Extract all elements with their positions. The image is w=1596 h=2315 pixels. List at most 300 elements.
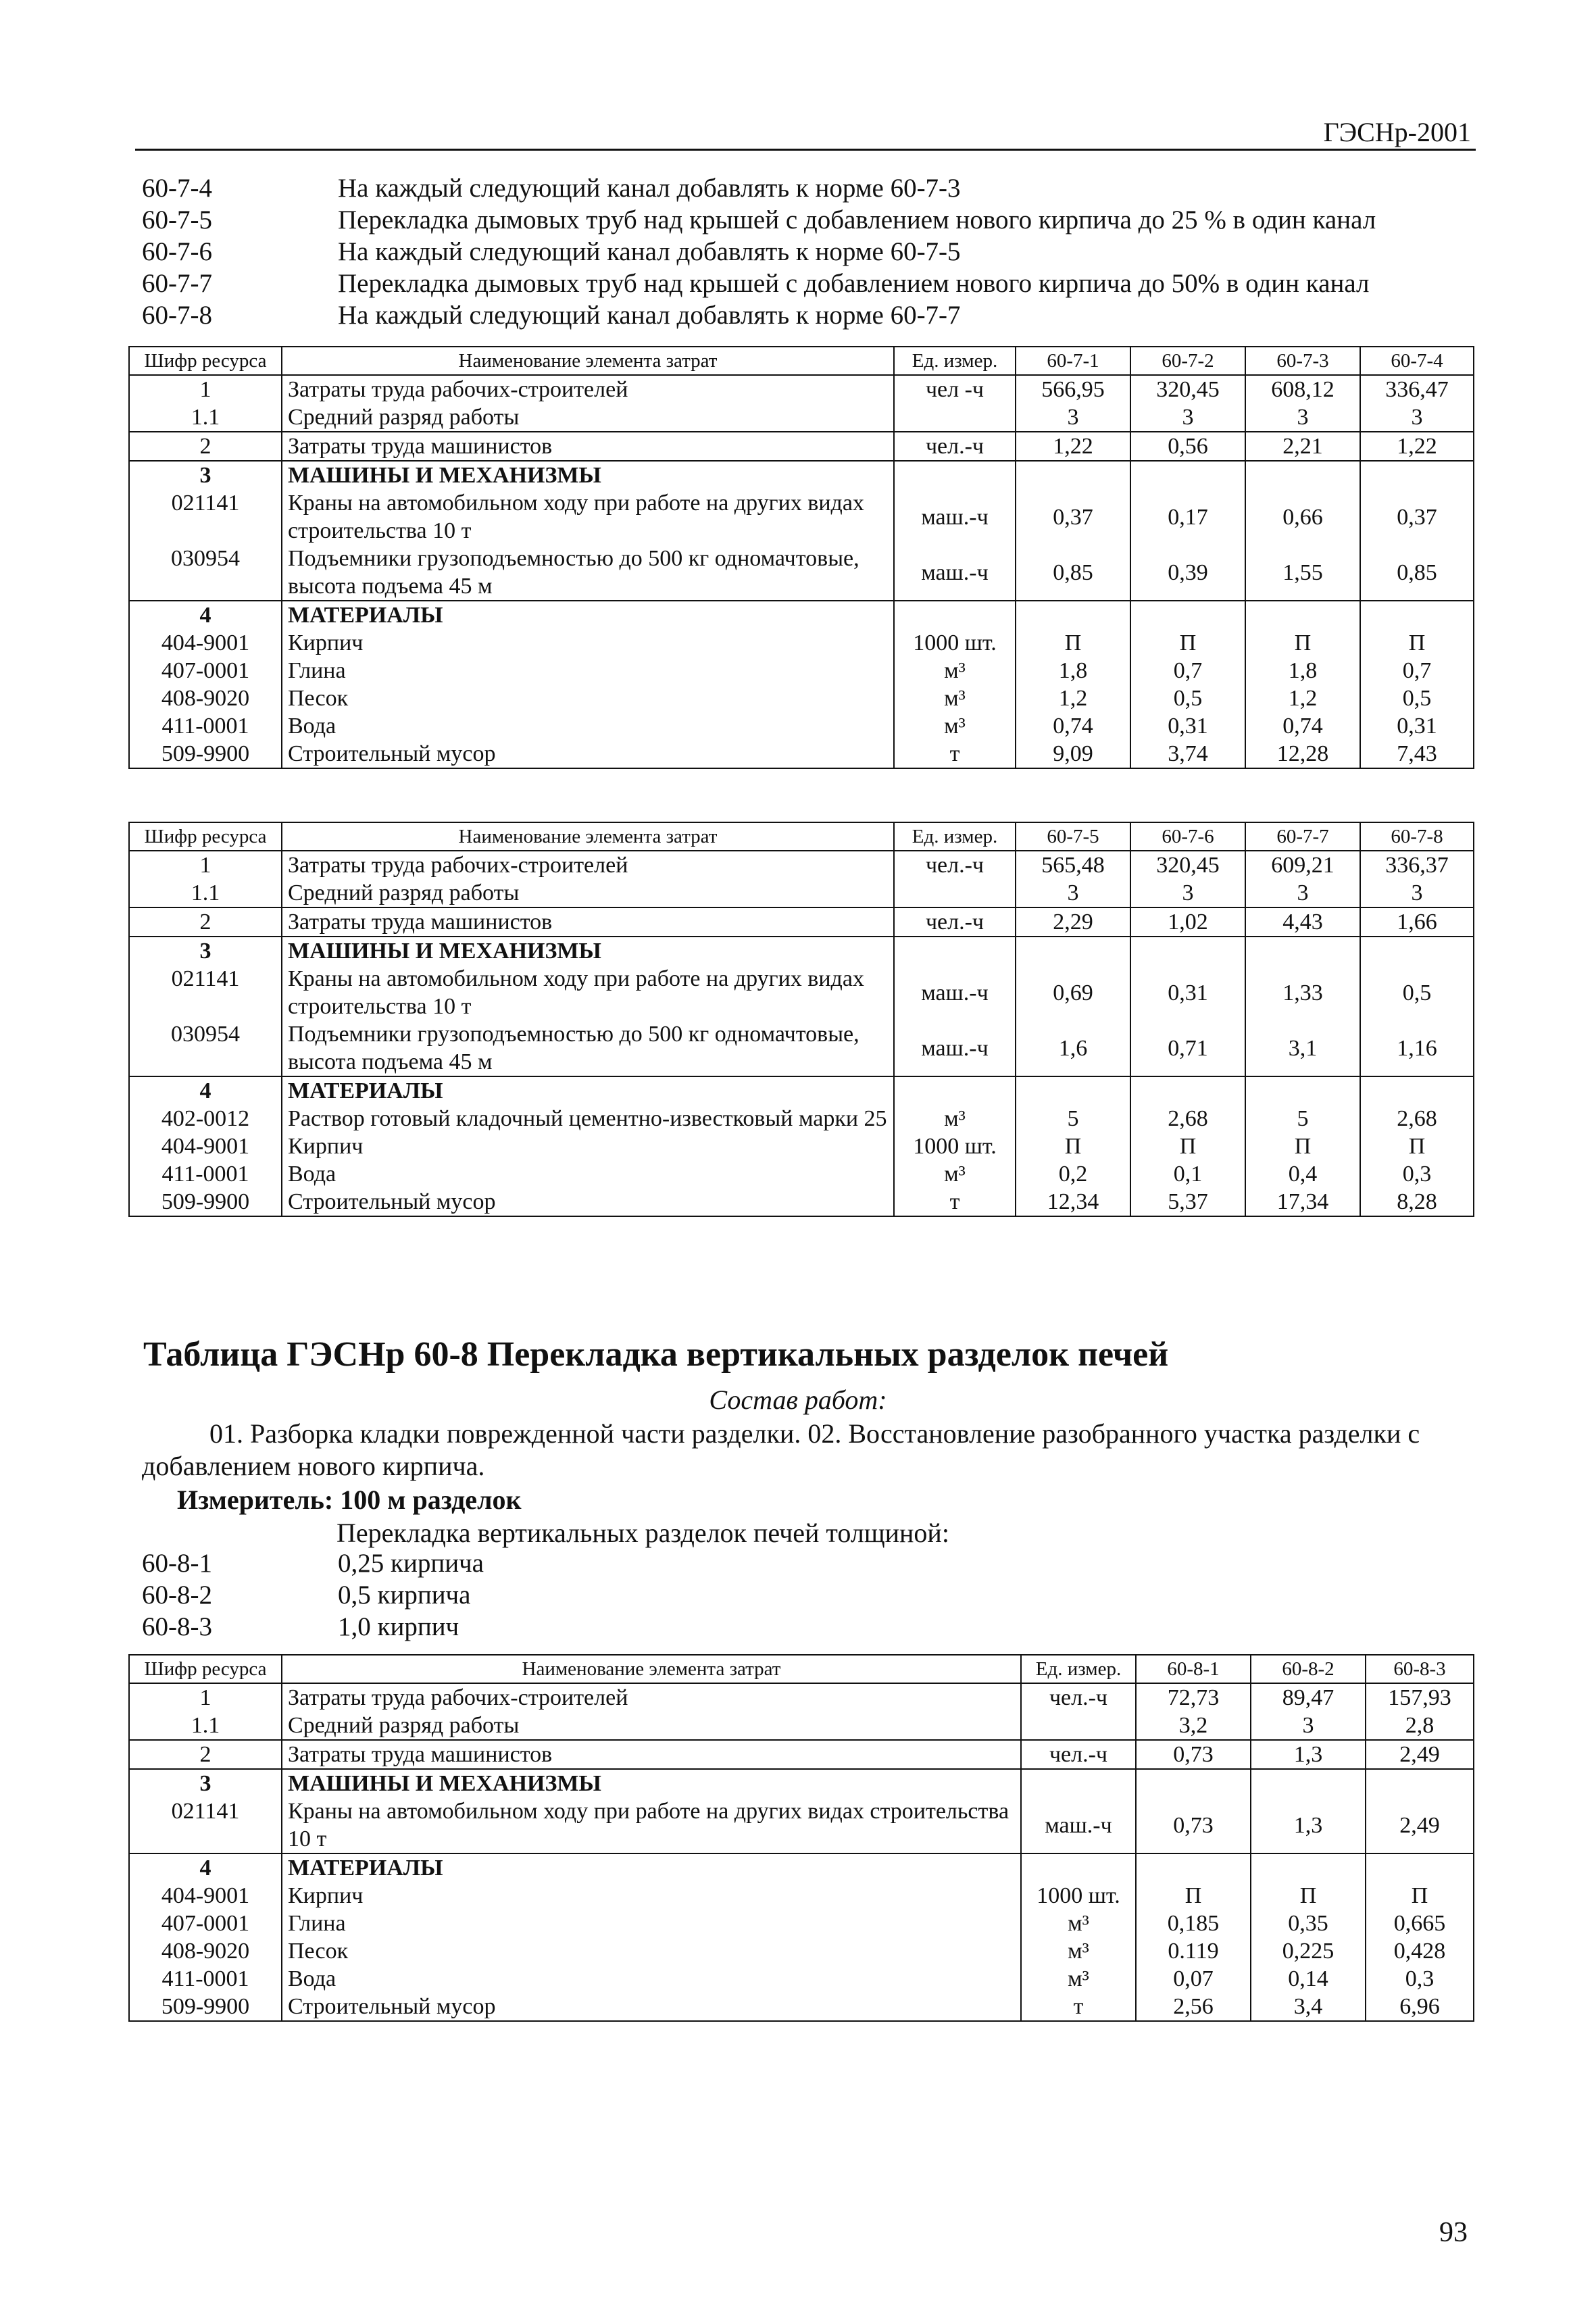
- table-header-row: [129, 822, 1474, 851]
- norm-value: 1,33: [1245, 965, 1360, 1020]
- unit-of-measure: маш.-ч: [894, 1020, 1016, 1076]
- resource-code: 1.1: [129, 403, 282, 432]
- norm-value: [1016, 601, 1130, 629]
- norm-value: 565,48: [1016, 851, 1130, 879]
- norm-value: 0,35: [1251, 1910, 1366, 1937]
- table-row: [129, 1882, 1474, 1910]
- unit-of-measure: [894, 601, 1016, 629]
- table-row: [129, 1965, 1474, 1993]
- table-row: [129, 965, 1474, 1020]
- norm-value: [1360, 1076, 1474, 1105]
- cost-element-name: Затраты труда рабочих-строителей: [282, 851, 894, 879]
- resource-code: 407-0001: [129, 657, 282, 684]
- resource-code: 509-9900: [129, 740, 282, 768]
- unit-of-measure: м³: [894, 1160, 1016, 1188]
- unit-of-measure: маш.-ч: [894, 545, 1016, 601]
- norm-value: 2,29: [1016, 907, 1130, 937]
- resource-code: 021141: [129, 1797, 282, 1853]
- norm-description: На каждый следующий канал добавлять к норме 60-7-7: [338, 301, 961, 330]
- table-row: [129, 1740, 1474, 1769]
- norm-value: [1130, 1076, 1245, 1105]
- column-header: 60-7-4: [1360, 347, 1474, 375]
- norm-value: П: [1245, 1132, 1360, 1160]
- norm-value: 1,66: [1360, 907, 1474, 937]
- norm-value: 5,37: [1130, 1188, 1245, 1216]
- resource-table-60-7-1: [128, 346, 1474, 769]
- table-row: [129, 1076, 1474, 1105]
- norm-value: 12,34: [1016, 1188, 1130, 1216]
- unit-of-measure: т: [894, 740, 1016, 768]
- cost-element-name: Строительный мусор: [282, 1188, 894, 1216]
- norm-value: [1360, 937, 1474, 965]
- unit-of-measure: маш.-ч: [894, 489, 1016, 545]
- resource-code: 030954: [129, 1020, 282, 1076]
- cost-element-name: Кирпич: [282, 1132, 894, 1160]
- norm-code: 60-7-8: [142, 301, 212, 330]
- cost-element-name: Глина: [282, 1910, 1021, 1937]
- norm-value: 3: [1360, 403, 1474, 432]
- norm-value: 0.119: [1136, 1937, 1251, 1965]
- norm-value: 2,68: [1130, 1105, 1245, 1132]
- norm-value: 1,22: [1016, 432, 1130, 461]
- norm-value: 0,71: [1130, 1020, 1245, 1076]
- cost-element-name: МАШИНЫ И МЕХАНИЗМЫ: [282, 461, 894, 489]
- norm-value: П: [1251, 1882, 1366, 1910]
- norm-value: 1,2: [1245, 684, 1360, 712]
- norm-value: 1,8: [1245, 657, 1360, 684]
- norm-value: 1,8: [1016, 657, 1130, 684]
- code-list-item: [142, 299, 1376, 331]
- norm-value: [1366, 1769, 1474, 1797]
- table-header-row: [129, 347, 1474, 375]
- cost-element-name: Раствор готовый кладочный цементно-известковый марки 25: [282, 1105, 894, 1132]
- unit-of-measure: м³: [894, 1105, 1016, 1132]
- norm-value: 320,45: [1130, 375, 1245, 403]
- norm-value: 0,39: [1130, 545, 1245, 601]
- cost-element-name: Средний разряд работы: [282, 1712, 1021, 1740]
- column-header: 60-7-1: [1016, 347, 1130, 375]
- unit-of-measure: [894, 879, 1016, 907]
- unit-of-measure: [894, 461, 1016, 489]
- unit-of-measure: м³: [894, 684, 1016, 712]
- resource-code: 2: [129, 907, 282, 937]
- norm-value: 17,34: [1245, 1188, 1360, 1216]
- table-row: [129, 740, 1474, 768]
- norm-value: [1251, 1769, 1366, 1797]
- code-list-item: [142, 204, 1376, 236]
- resource-code: 404-9001: [129, 1132, 282, 1160]
- norm-value: 609,21: [1245, 851, 1360, 879]
- cost-element-name: МАТЕРИАЛЫ: [282, 1076, 894, 1105]
- resource-code: 2: [129, 432, 282, 461]
- norm-value: 0,2: [1016, 1160, 1130, 1188]
- unit-of-measure: м³: [894, 712, 1016, 740]
- norm-value: 0,69: [1016, 965, 1130, 1020]
- code-list-item: [142, 1547, 484, 1579]
- table-row: [129, 403, 1474, 432]
- norm-description: 0,25 кирпича: [338, 1549, 484, 1578]
- table-row: [129, 545, 1474, 601]
- norm-value: 0,17: [1130, 489, 1245, 545]
- norm-code: 60-8-1: [142, 1549, 212, 1578]
- resource-code: 1.1: [129, 879, 282, 907]
- norm-value: 8,28: [1360, 1188, 1474, 1216]
- norm-value: 1,55: [1245, 545, 1360, 601]
- resource-code: 2: [129, 1740, 282, 1769]
- norm-value: 2,8: [1366, 1712, 1474, 1740]
- column-header: Ед. измер.: [1021, 1655, 1136, 1683]
- resource-code: 030954: [129, 545, 282, 601]
- norm-value: 0,85: [1016, 545, 1130, 601]
- table-row: [129, 1105, 1474, 1132]
- unit-of-measure: чел.-ч: [894, 432, 1016, 461]
- norm-value: 0,74: [1245, 712, 1360, 740]
- norm-value: П: [1360, 629, 1474, 657]
- unit-of-measure: м³: [1021, 1965, 1136, 1993]
- resource-code: 1.1: [129, 1712, 282, 1740]
- code-list-60-7: [142, 172, 1376, 331]
- norm-value: [1130, 461, 1245, 489]
- cost-element-name: Вода: [282, 1965, 1021, 1993]
- norm-value: 89,47: [1251, 1683, 1366, 1712]
- norm-value: 1,3: [1251, 1797, 1366, 1853]
- norm-value: 9,09: [1016, 740, 1130, 768]
- table-row: [129, 1132, 1474, 1160]
- code-list-item: [142, 1579, 484, 1611]
- unit-of-measure: т: [1021, 1993, 1136, 2021]
- cost-element-name: Средний разряд работы: [282, 879, 894, 907]
- cost-element-name: Краны на автомобильном ходу при работе на других видах строительства 10 т: [282, 1797, 1021, 1853]
- norm-value: 336,47: [1360, 375, 1474, 403]
- norm-value: [1366, 1853, 1474, 1882]
- norm-value: 0,5: [1360, 684, 1474, 712]
- table-row: [129, 432, 1474, 461]
- section-title: Таблица ГЭСНр 60-8 Перекладка вертикальных разделок печей: [143, 1335, 1169, 1374]
- code-list-item: [142, 268, 1376, 299]
- table-row: [129, 601, 1474, 629]
- norm-value: 336,37: [1360, 851, 1474, 879]
- unit-of-measure: чел.-ч: [1021, 1683, 1136, 1712]
- resource-code: 021141: [129, 489, 282, 545]
- work-composition-heading: Состав работ:: [709, 1385, 887, 1415]
- norm-value: 3: [1130, 403, 1245, 432]
- norm-code: 60-7-5: [142, 205, 212, 234]
- table-row: [129, 1853, 1474, 1882]
- table-row: [129, 461, 1474, 489]
- header-title: ГЭСНр-2001: [1323, 117, 1471, 147]
- measure-unit: Измеритель: 100 м разделок: [177, 1485, 522, 1515]
- cost-element-name: Глина: [282, 657, 894, 684]
- norm-value: 0,85: [1360, 545, 1474, 601]
- norm-value: 0,7: [1130, 657, 1245, 684]
- norm-value: 0,5: [1360, 965, 1474, 1020]
- resource-code: 411-0001: [129, 712, 282, 740]
- norm-value: П: [1245, 629, 1360, 657]
- norm-value: П: [1016, 629, 1130, 657]
- resource-code: 4: [129, 601, 282, 629]
- unit-of-measure: чел -ч: [894, 375, 1016, 403]
- norm-description: На каждый следующий канал добавлять к норме 60-7-5: [338, 237, 961, 266]
- resource-code: 3: [129, 461, 282, 489]
- column-header: 60-7-6: [1130, 822, 1245, 851]
- norm-value: 3: [1130, 879, 1245, 907]
- resource-code: 411-0001: [129, 1160, 282, 1188]
- table-row: [129, 684, 1474, 712]
- resource-code: 4: [129, 1853, 282, 1882]
- norm-value: 2,49: [1366, 1740, 1474, 1769]
- norm-value: 3,2: [1136, 1712, 1251, 1740]
- column-header: 60-7-3: [1245, 347, 1360, 375]
- norm-value: 3: [1245, 879, 1360, 907]
- table-row: [129, 1188, 1474, 1216]
- cost-element-name: Песок: [282, 684, 894, 712]
- norm-value: 0,73: [1136, 1797, 1251, 1853]
- resource-code: 1: [129, 1683, 282, 1712]
- norm-description: Перекладка дымовых труб над крышей с добавлением нового кирпича до 50% в один канал: [338, 269, 1370, 298]
- norm-value: 2,49: [1366, 1797, 1474, 1853]
- cost-element-name: Затраты труда машинистов: [282, 907, 894, 937]
- unit-of-measure: маш.-ч: [1021, 1797, 1136, 1853]
- table-row: [129, 1712, 1474, 1740]
- norm-value: 1,16: [1360, 1020, 1474, 1076]
- resource-code: 1: [129, 851, 282, 879]
- norm-value: 5: [1016, 1105, 1130, 1132]
- norm-value: 3: [1251, 1712, 1366, 1740]
- unit-of-measure: 1000 шт.: [894, 629, 1016, 657]
- cost-element-name: Песок: [282, 1937, 1021, 1965]
- unit-of-measure: [1021, 1769, 1136, 1797]
- norm-value: [1136, 1853, 1251, 1882]
- norm-value: 1,3: [1251, 1740, 1366, 1769]
- norm-code: 60-7-6: [142, 237, 212, 266]
- norm-value: [1360, 601, 1474, 629]
- column-header: 60-7-8: [1360, 822, 1474, 851]
- resource-code: 404-9001: [129, 629, 282, 657]
- norm-value: 3: [1016, 879, 1130, 907]
- resource-code: 4: [129, 1076, 282, 1105]
- norm-value: 0,07: [1136, 1965, 1251, 1993]
- cost-element-name: МАШИНЫ И МЕХАНИЗМЫ: [282, 1769, 1021, 1797]
- cost-element-name: Вода: [282, 1160, 894, 1188]
- norm-value: 4,43: [1245, 907, 1360, 937]
- norm-value: 2,68: [1360, 1105, 1474, 1132]
- resource-code: 408-9020: [129, 684, 282, 712]
- unit-of-measure: [1021, 1853, 1136, 1882]
- column-header: 60-7-2: [1130, 347, 1245, 375]
- work-composition-text: 01. Разборка кладки поврежденной части разделки. 02. Восстановление разобранного участка разделки с добавлением нового кирпича.: [142, 1418, 1420, 1481]
- cost-element-name: Затраты труда рабочих-строителей: [282, 1683, 1021, 1712]
- norm-value: 0,37: [1360, 489, 1474, 545]
- unit-of-measure: чел.-ч: [894, 851, 1016, 879]
- column-header: 60-8-3: [1366, 1655, 1474, 1683]
- norm-description: На каждый следующий канал добавлять к норме 60-7-3: [338, 174, 961, 203]
- cost-element-name: Средний разряд работы: [282, 403, 894, 432]
- norm-value: 0,5: [1130, 684, 1245, 712]
- norm-value: 0,31: [1130, 712, 1245, 740]
- resource-code: 509-9900: [129, 1188, 282, 1216]
- table-header-row: [129, 1655, 1474, 1683]
- norm-value: П: [1016, 1132, 1130, 1160]
- column-header: 60-7-5: [1016, 822, 1130, 851]
- code-list-item: [142, 236, 1376, 268]
- table-row: [129, 1910, 1474, 1937]
- resource-code: 408-9020: [129, 1937, 282, 1965]
- table-row: [129, 1020, 1474, 1076]
- norm-value: 12,28: [1245, 740, 1360, 768]
- cost-element-name: МАШИНЫ И МЕХАНИЗМЫ: [282, 937, 894, 965]
- norm-description: 1,0 кирпич: [338, 1612, 459, 1641]
- cost-element-name: Подъемники грузоподъемностью до 500 кг одномачтовые, высота подъема 45 м: [282, 545, 894, 601]
- norm-value: 0,4: [1245, 1160, 1360, 1188]
- unit-of-measure: м³: [1021, 1937, 1136, 1965]
- unit-of-measure: т: [894, 1188, 1016, 1216]
- column-header: Наименование элемента затрат: [282, 1655, 1021, 1683]
- norm-value: 0,3: [1366, 1965, 1474, 1993]
- norm-value: 0,428: [1366, 1937, 1474, 1965]
- table-row: [129, 1769, 1474, 1797]
- norm-value: 0,7: [1360, 657, 1474, 684]
- cost-element-name: Подъемники грузоподъемностью до 500 кг одномачтовые, высота подъема 45 м: [282, 1020, 894, 1076]
- norm-code: 60-8-3: [142, 1612, 212, 1641]
- table-row: [129, 657, 1474, 684]
- resource-code: 404-9001: [129, 1882, 282, 1910]
- norm-value: 3: [1245, 403, 1360, 432]
- norm-value: [1360, 461, 1474, 489]
- norm-value: 0,185: [1136, 1910, 1251, 1937]
- cost-element-name: Строительный мусор: [282, 740, 894, 768]
- table-row: [129, 937, 1474, 965]
- resource-code: 407-0001: [129, 1910, 282, 1937]
- column-header: Шифр ресурса: [129, 1655, 282, 1683]
- table-row: [129, 1993, 1474, 2021]
- norm-value: 0,31: [1130, 965, 1245, 1020]
- norm-value: 0,73: [1136, 1740, 1251, 1769]
- norm-value: 157,93: [1366, 1683, 1474, 1712]
- norm-value: 0,665: [1366, 1910, 1474, 1937]
- resource-code: 402-0012: [129, 1105, 282, 1132]
- unit-of-measure: чел.-ч: [894, 907, 1016, 937]
- unit-of-measure: 1000 шт.: [1021, 1882, 1136, 1910]
- table-row: [129, 851, 1474, 879]
- norm-value: 0,1: [1130, 1160, 1245, 1188]
- norm-value: [1016, 1076, 1130, 1105]
- unit-of-measure: чел.-ч: [1021, 1740, 1136, 1769]
- cost-element-name: Кирпич: [282, 1882, 1021, 1910]
- column-header: Шифр ресурса: [129, 822, 282, 851]
- cost-element-name: Кирпич: [282, 629, 894, 657]
- norm-value: 608,12: [1245, 375, 1360, 403]
- table-row: [129, 879, 1474, 907]
- column-header: Наименование элемента затрат: [282, 347, 894, 375]
- norm-value: 0,14: [1251, 1965, 1366, 1993]
- unit-of-measure: [894, 1076, 1016, 1105]
- norm-value: 0,66: [1245, 489, 1360, 545]
- column-header: 60-8-2: [1251, 1655, 1366, 1683]
- norm-value: 0,37: [1016, 489, 1130, 545]
- norm-value: П: [1366, 1882, 1474, 1910]
- cost-element-name: Краны на автомобильном ходу при работе на других видах строительства 10 т: [282, 965, 894, 1020]
- norm-value: 3,4: [1251, 1993, 1366, 2021]
- norm-description: 0,5 кирпича: [338, 1580, 471, 1610]
- norm-value: 3: [1360, 879, 1474, 907]
- norm-value: [1130, 937, 1245, 965]
- norm-value: 72,73: [1136, 1683, 1251, 1712]
- column-header: Ед. измер.: [894, 822, 1016, 851]
- table-row: [129, 1160, 1474, 1188]
- code-list-item: [142, 1611, 484, 1643]
- resource-code: 3: [129, 1769, 282, 1797]
- norm-value: 3,74: [1130, 740, 1245, 768]
- norm-value: 6,96: [1366, 1993, 1474, 2021]
- norm-value: 0,74: [1016, 712, 1130, 740]
- norm-value: [1251, 1853, 1366, 1882]
- table-row: [129, 489, 1474, 545]
- norm-value: П: [1130, 629, 1245, 657]
- norm-value: П: [1136, 1882, 1251, 1910]
- norm-value: П: [1130, 1132, 1245, 1160]
- norm-value: [1016, 937, 1130, 965]
- column-header: Шифр ресурса: [129, 347, 282, 375]
- table-row: [129, 1683, 1474, 1712]
- norm-value: 0,56: [1130, 432, 1245, 461]
- table-row: [129, 1937, 1474, 1965]
- resource-table-60-8: [128, 1654, 1474, 2022]
- norm-value: 1,6: [1016, 1020, 1130, 1076]
- unit-of-measure: 1000 шт.: [894, 1132, 1016, 1160]
- unit-of-measure: [894, 403, 1016, 432]
- norm-value: 1,02: [1130, 907, 1245, 937]
- cost-element-name: Затраты труда рабочих-строителей: [282, 375, 894, 403]
- norm-value: [1130, 601, 1245, 629]
- norm-value: 1,2: [1016, 684, 1130, 712]
- norm-value: 2,21: [1245, 432, 1360, 461]
- norm-description: Перекладка дымовых труб над крышей с добавлением нового кирпича до 25 % в один канал: [338, 205, 1376, 234]
- cost-element-name: Затраты труда машинистов: [282, 1740, 1021, 1769]
- resource-code: 411-0001: [129, 1965, 282, 1993]
- norm-value: [1245, 1076, 1360, 1105]
- norm-value: П: [1360, 1132, 1474, 1160]
- unit-of-measure: маш.-ч: [894, 965, 1016, 1020]
- column-header: Ед. измер.: [894, 347, 1016, 375]
- table-row: [129, 629, 1474, 657]
- norm-code: 60-7-4: [142, 174, 212, 203]
- column-header: 60-7-7: [1245, 822, 1360, 851]
- norm-value: 3,1: [1245, 1020, 1360, 1076]
- column-header: 60-8-1: [1136, 1655, 1251, 1683]
- norm-code: 60-7-7: [142, 269, 212, 298]
- norm-value: [1245, 461, 1360, 489]
- thickness-subheading: Перекладка вертикальных разделок печей толщиной:: [336, 1518, 949, 1548]
- resource-code: 3: [129, 937, 282, 965]
- cost-element-name: Вода: [282, 712, 894, 740]
- norm-value: 0,31: [1360, 712, 1474, 740]
- resource-code: 1: [129, 375, 282, 403]
- resource-table-60-7-5: [128, 822, 1474, 1217]
- norm-value: [1245, 937, 1360, 965]
- table-row: [129, 712, 1474, 740]
- norm-value: 1,22: [1360, 432, 1474, 461]
- norm-value: 2,56: [1136, 1993, 1251, 2021]
- header-rule: [135, 149, 1476, 151]
- resource-code: 509-9900: [129, 1993, 282, 2021]
- norm-value: [1245, 601, 1360, 629]
- cost-element-name: МАТЕРИАЛЫ: [282, 601, 894, 629]
- unit-of-measure: м³: [894, 657, 1016, 684]
- unit-of-measure: [894, 937, 1016, 965]
- norm-value: 7,43: [1360, 740, 1474, 768]
- cost-element-name: Краны на автомобильном ходу при работе на других видах строительства 10 т: [282, 489, 894, 545]
- column-header: Наименование элемента затрат: [282, 822, 894, 851]
